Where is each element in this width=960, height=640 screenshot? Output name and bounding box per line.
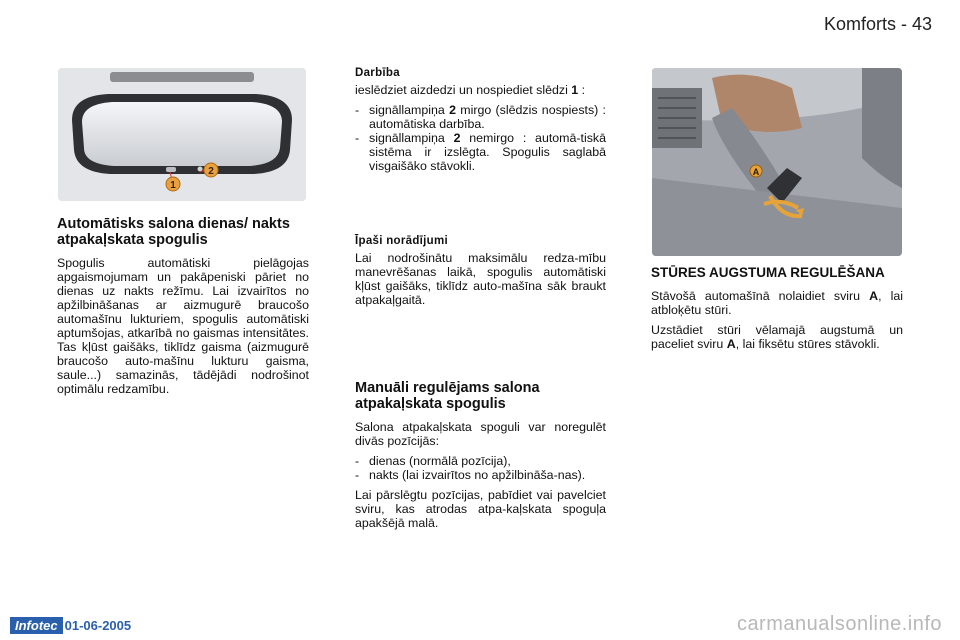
- item-text: dienas (normālā pozīcija),: [369, 454, 511, 468]
- operation-heading: Darbība: [355, 67, 400, 79]
- callout-1-label: 1: [170, 180, 176, 191]
- manual-mirror-outro: Lai pārslēgtu pozīcijas, pabīdiet vai pavelciet sviru, kas atrodas atpa-kaļskata spoguļa apakšējā malā.: [355, 488, 606, 530]
- list-item: - signāllampiņa 2 nemirgo : automā-tiskā sistēma ir izslēgta. Spogulis saglabā visgaišāko stāvokli.: [355, 131, 606, 173]
- page-header: Komforts - 43: [823, 14, 932, 34]
- steering-section: [651, 265, 903, 357]
- list-item: - dienas (normālā pozīcija),: [355, 454, 511, 468]
- item-text: signāllampiņa: [369, 131, 454, 145]
- lamp-ref: 2: [449, 103, 456, 117]
- manual-mirror-title: Manuāli regulējams salona atpakaļskata spogulis: [355, 380, 540, 412]
- switch-ref: 1: [571, 83, 579, 97]
- rearview-mirror-illustration: [58, 68, 306, 201]
- p-text: , lai fiksētu stūres stāvokli.: [735, 337, 880, 351]
- p-text: Stāvošā automašīnā nolaidiet sviru: [651, 289, 870, 303]
- item-text: signāllampiņa: [369, 103, 450, 117]
- auto-mirror-section: [57, 216, 309, 402]
- operation-intro-end: :: [578, 83, 586, 97]
- footer-date: 01-06-2005: [64, 618, 132, 633]
- steering-column-illustration: [652, 68, 902, 256]
- mirror-drawing: [58, 68, 306, 201]
- manual-list: [355, 454, 606, 482]
- lamp-ref: 2: [453, 131, 461, 145]
- steering-drawing: [652, 68, 902, 256]
- callout-2-label: 2: [208, 166, 214, 177]
- watermark: carmanualsonline.info: [736, 613, 942, 635]
- notes-section: [355, 234, 606, 313]
- steering-p1: [651, 289, 903, 317]
- operation-list: [355, 103, 606, 173]
- steering-p2: [651, 323, 903, 351]
- auto-mirror-title: Automātisks salona dienas/ nakts atpakaļskata spogulis: [57, 216, 290, 248]
- lever-ref: A: [869, 289, 879, 303]
- operation-section: [355, 66, 606, 179]
- list-item: - signāllampiņa 2 mirgo (slēdzis nospiests) : automātiska darbība.: [355, 103, 606, 131]
- manual-mirror-section: [355, 380, 606, 536]
- operation-intro-text: ieslēdziet aizdedzi un nospiediet slēdzi: [355, 83, 572, 97]
- notes-heading: Īpaši norādījumi: [355, 235, 448, 247]
- infotec-logo: Infotec: [10, 617, 63, 634]
- list-item: - nakts (lai izvairītos no apžilbināša-nas).: [355, 468, 586, 482]
- item-text: nemirgo : automā-tiskā sistēma ir izslēgta. Spogulis saglabā visgaišāko stāvokli.: [369, 131, 606, 173]
- operation-intro: [355, 83, 606, 97]
- item-text: nakts (lai izvairītos no apžilbināša-nas).: [369, 468, 586, 482]
- page-footer: [0, 617, 131, 634]
- item-text: mirgo (slēdzis nospiests) : automātiska darbība.: [369, 103, 606, 131]
- p-text: Uzstādiet stūri vēlamajā augstumā un paceliet sviru: [651, 323, 903, 351]
- callout-a-label: A: [752, 167, 760, 177]
- p-text: , lai atbloķētu stūri.: [651, 289, 903, 317]
- steering-title: STŪRES AUGSTUMA REGULĒŠANA: [651, 265, 885, 280]
- auto-mirror-body: Spogulis automātiski pielāgojas apgaismojumam un pakāpeniski pāriet no dienas uz nakts režīmu. Lai izvairītos no apžilbināšanas ar aizmugurē braucošo automašīnu lukturiem, spogulis automātiski aptumšojas, atkarībā no gaismas intensitātes. Tas kļūst gaišāks, tiklīdz gaisma (aizmugurē braucošo auto-mašīnu lukturu gaisma, saule...) samazinās, tādējādi nodrošinot optimālu redzamību.: [57, 256, 309, 396]
- lever-ref: A: [726, 337, 736, 351]
- notes-body: Lai nodrošinātu maksimālu redza-mību manevrēšanas laikā, spogulis automātiski kļūst gaišāks, tiklīdz auto-mašīna sāk braukt atpakaļgaitā.: [355, 251, 606, 307]
- manual-mirror-body: Salona atpakaļskata spoguli var noregulēt divās pozīcijās:: [355, 420, 606, 448]
